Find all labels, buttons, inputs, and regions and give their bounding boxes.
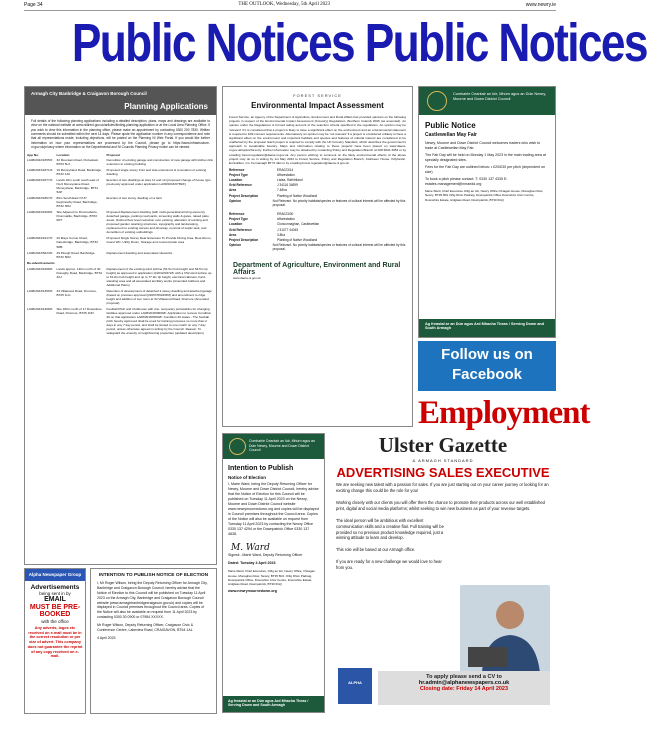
table-row <box>25 306 216 336</box>
eia-field-key: Opinion <box>229 198 242 203</box>
table-cell: 29 Plough Road, Banbridge, BT32 5RU <box>56 250 96 259</box>
abc-election-notice <box>90 568 217 714</box>
eia-field-value: Cloncunnaghan, Castlewellan <box>277 222 320 227</box>
eia-field-key: Area <box>229 232 237 237</box>
table-cell: LA08/2023/1356/F <box>27 288 53 293</box>
section-label: Re-advertisements <box>27 260 55 265</box>
signature: M. Ward <box>231 543 270 554</box>
may-fair-notice <box>418 86 556 338</box>
intention-date: 4 April 2023 <box>97 635 116 640</box>
notice-para: Newry, Mourne and Down District Council welcomes traders who wish to trade at Castlewellan May Fair. <box>425 141 541 151</box>
alpha-notice <box>24 568 86 714</box>
eia-field-value: Planting of Native Woodland <box>277 193 318 198</box>
eia-field-key: Grid Reference <box>229 183 252 188</box>
table-cell: Proposed Single Storey Rear Extension To Provide Dining Area, Boot Room, Guest WC, Utility Room, Storage and covered patio area <box>106 236 212 245</box>
table-row <box>25 209 216 235</box>
apply-text: To apply please send a CV to <box>426 674 502 680</box>
table-cell: Site 180m north of 17 Rowantree Road, Dromore, BT25 1NN <box>56 306 102 315</box>
eia-field-value: Afforestation <box>277 172 295 177</box>
table-cell: LA08/2023/1908/F <box>27 210 53 215</box>
council-logo: Armagh City Banbridge & Craigavon Borough Council <box>31 91 147 96</box>
council-url[interactable]: www.newrymournedown.org <box>228 589 277 594</box>
eia-field <box>223 198 412 207</box>
gazette-sub: & ARMAGH STANDARD <box>412 458 474 463</box>
notice-address: Marie Ward, Chief Executive Oifig an Iúir, Newry Office O'Hagan House, Monaghan Row, Newry, BT35 8DJ Oifig Dhún Pádraig, Downpatrick Office Downshire Civic Centre, Downshire Estate, Ardglass Road, Downpatrick, BT30 6GQ <box>425 189 544 202</box>
table-cell: Erection of two storey dwelling on a farm <box>106 196 163 201</box>
table-row <box>25 266 216 288</box>
employment-heading: Employment <box>418 395 590 431</box>
table-row <box>25 288 216 306</box>
nmd-header <box>223 434 324 459</box>
table-cell: LA08/2023/1871/F <box>27 168 53 173</box>
alpha-logo: ALPHA <box>338 668 372 704</box>
council-crest-icon <box>229 438 246 455</box>
table-row <box>25 250 216 260</box>
alpha-line: Advertisements <box>30 583 80 591</box>
eia-field-key: Project Type <box>229 172 248 177</box>
forest-service-logo: FOREST SERVICE <box>293 93 342 98</box>
eia-field-key: Location <box>229 178 243 183</box>
page-header <box>24 2 556 11</box>
table-cell: LA08/2023/1917/F <box>27 236 53 241</box>
table-cell: Lands 40m south south east of No.9 Moneyslane Road, Moneyslane, Banbridge, BT31 5AP <box>56 178 99 195</box>
notice-para: To book a pitch please contact: T: 0330 137 4335 E: estates.management@nmandd.org <box>425 177 508 187</box>
eia-field-key: Project Description <box>229 193 259 198</box>
eia-field-key: Area <box>229 188 237 193</box>
daera-logo: Department of Agriculture, Environment and Rural Affairs <box>233 261 401 277</box>
apply-email[interactable]: hr.admin@alphanewspapers.co.uk <box>418 680 510 686</box>
table-cell: Football Pitch and Clubhouse with 2no. temporary portacabins for changing facilities approved under LA08/2018/0690/F. Application to remove Condition 20 on that application LA08/2018/0690/F. Condition 20 states - The football pitch hereby approved shall be used for training purposes no more than 2 days in any 7 day period, and shall be limited to one match on any 7 day period, unless otherwise agreed in writing by the Council. Reason: To safeguard the amenity of neighbouring properties (updated description) <box>106 306 212 335</box>
daera-url: www.daera-ni.gov.uk <box>233 276 261 281</box>
eia-field-key: Project Description <box>229 237 259 242</box>
table-cell: Retention of development of detached 2 storey dwelling and attached garage (based on previous approval Q/2007/0622/RM) and amendment to ridge height and addition of sun room at 34 Villawood Road, Dromore (Amended proposal) <box>106 288 212 305</box>
alpha-note: Any adverts, logos etc received on e-mail must be in the correct resolution or per size of advert. This company does not guarantee the reprint of any copy received on e-mail. <box>27 625 83 659</box>
notice-footer: Ag freastal ar an Dún agus Ard Mhacha Theas / Serving Down and South Armagh <box>223 696 324 712</box>
gazette-job-ad <box>330 433 556 713</box>
spacer <box>223 252 412 256</box>
notice-subtitle: Castlewellan May Fair <box>425 132 477 138</box>
alpha-line: being sent in by <box>39 590 71 596</box>
alpha-group: Alpha Newspaper Group <box>25 569 85 581</box>
table-cell: 34 Villawood Road, Dromore, BT25 1LG <box>56 288 97 297</box>
dated: Dated: Tuesday 4 April 2023 <box>228 561 276 566</box>
intention-title: Intention to Publish <box>228 465 294 472</box>
table-cell: 29 Mays Corner Road, Katesbridge, Banbridge, BT32 5RB <box>56 236 98 249</box>
table-cell: 19 Moneyhand Road, Banbridge, BT32 4JU <box>56 168 102 177</box>
alpha-line: MUST BE PRE-BOOKED <box>29 603 81 619</box>
table-cell: Proposed single storey front and side extensions & renovation of existing dwelling <box>106 168 207 177</box>
table-cell: LA08/2023/1867/F <box>27 196 53 201</box>
notice-footer: Ag freastal ar an Dún agus Ard Mhacha Theas / Serving Down and South Armagh <box>419 319 555 337</box>
table-cell: 80m South East Of 37 Keghnowby Road, Banbridge, BT32 3RU <box>56 196 98 209</box>
table-row <box>25 167 216 177</box>
eia-field-value: Afforestation <box>277 217 295 222</box>
job-para: Working closely with our clients you will offer them the chance to promote their products across our well established print, digital and social media platforms; whilst seeking to win new business as part of your revenue targets. <box>336 499 545 511</box>
eia-field <box>223 243 412 252</box>
eia-field-key: Opinion <box>229 243 242 248</box>
table-row <box>25 157 216 167</box>
table-cell: Demolition of existing garage and construction of new garage with kitchen link extension to existing building <box>106 158 213 167</box>
table-cell: Site Adjacent to Drumnaferrie, Drumnaillie, Banbridge, BT63 6RT <box>56 210 98 223</box>
col-app-no: App No. <box>27 153 39 158</box>
alpha-line: with the office <box>41 618 69 624</box>
job-title: ADVERTISING SALES EXECUTIVE <box>336 465 550 480</box>
planning-header <box>25 87 216 115</box>
intention-title: INTENTION TO PUBLISH NOTICE OF ELECTION <box>98 573 209 578</box>
intention-body: I, Marie Ward, being the Deputy Returning Officer for Newry, Mourne and Down District Council, hereby advise that the Notice of Election for this Council will be published on Tuesday 11 April 2023 on the Newry, Mourne and Down District Council website www.newrymournedown.org and copies will be displayed in Council premises throughout the Council area. Copies of the Notice will also be available on request from Tuesday 11 April 2023 by contacting the Newry Office 0330 137 4294 or the Downpatrick Office 0330 137 4838. <box>228 482 319 537</box>
table-cell: LA08/2022/1655/F <box>27 158 53 163</box>
table-cell: Replacement dwelling and associated siteworks <box>106 250 173 255</box>
address: Marie Ward, Chief Executive, Oifig an Iúir, Newry Office, O'Hagan House, Monaghan Row, Newry, BT35 8DJ. Oifig Dhún Pádraig, Downpatrick Office, Downshire Civic Centre, Downshire Estate, Ardglass Road, Downpatrick, BT30 6GQ <box>228 569 315 586</box>
nmd-header <box>419 87 555 115</box>
eia-projects <box>223 167 412 256</box>
site-url: www.newry.ie <box>525 2 556 8</box>
council-name: Comhairle Ceantair an Iúir, Mhúrn agus an Dúin Newry, Mourne and Down District Council <box>453 92 546 101</box>
col-proposal: Proposal <box>106 153 120 158</box>
eia-field-value: Planting of Native Woodland <box>277 237 318 242</box>
eia-notice <box>222 86 413 427</box>
intention-sign: Mr Roger Wilson, Deputy Returning Officer, Craigavon Civic & Conference Centre, Lakeview Road, CRAIGAVON, BT64 1AL <box>97 623 194 633</box>
planning-applications-notice <box>24 86 217 565</box>
page-number: Page 34 <box>24 2 43 8</box>
eia-field-key: Grid Reference <box>229 227 252 232</box>
table-cell: Erection of two dwellings at sites 11 and 12 (proposed change of house type previously approved under application LA08/2016/0769/F) <box>106 178 211 187</box>
eia-field-key: Location <box>229 222 243 227</box>
table-cell: LA08/2023/1368/F <box>27 306 53 311</box>
table-cell: Replacement of the existing wind turbine (51.5m hub height and 66.5m tip height) as approved in application Q/2012/0372/F with a V52 wind turbine up to 51.8m hub height and up to 77.9m tip height, electrical cabinets, hard-standing area and all associated ancillary works (Amended Address and Additional Plans) <box>106 266 212 287</box>
eia-field-value: J 34116 34899 <box>277 183 298 188</box>
paper-dateline: THE OUTLOOK, Wednesday, 5th April 2023 <box>238 2 331 7</box>
eia-field-value: ERA023/30 <box>277 211 294 216</box>
signed-by: Signed:- Marie Ward, Deputy Returning Officer <box>228 553 303 558</box>
eia-field-key: Reference <box>229 211 245 216</box>
job-para: The ideal person will be ambitious with excellent communication skills and a creative flair. Full training will be provided so no previous product knowledge required, just a winning attitude to learn and develop. <box>336 517 444 541</box>
table-row <box>25 195 216 209</box>
table-cell: Proposed Replacement dwelling (with multi-generational living element), detached garage, parking courtyards, screening walls & gates, raised patio areas, finished floor level reduction over existing, alteration of existing and proposed garden retaining structures, topography and landscaping, replacement to existing access and driveway, removal of septic tank, and demolition of existing outbuildings <box>106 210 209 235</box>
gazette-masthead: Ulster Gazette <box>378 433 508 457</box>
eia-field-value: 3.8ha <box>277 232 285 237</box>
eia-body: Forest Service, an Agency of the Department of Agriculture, Environment and Rural Affairs has provided opinions on the following projects in respect of the Environmental Impact Assessment (Forestry) Regulations (Northern Ireland) 2006 (as amended). An opinion under the Regulations is formed taking account of the selection criteria specified in the regulations. An opinion may be 'relevant' if it is considered that a project is likely to have a significant effect on the environment and an environmental statement is required to fulfil consent requirements. Alternatively an opinion may be 'not relevant' if a project is considered unlikely to have a significant effect on the environment and important habitats and species and features of cultural interest are considered to be unaffected by the proposal. Each project is required to comply with the UK Forestry Standard, which describes the government's approach to sustainable forestry. Maps and information relating to these projects have been placed on www.daera-ni.gov.uk/topics/forestry. Further information may be obtained by contacting Policy and Regulation Branch at 028 6634 3054 or by emailing forest.regulation@daera-ni.gov.uk. Any person wishing to comment on the likely environmental effects of the above project may do so in writing by 1st May 2023 to Forest Service, Policy and Regulation Branch, Inishkeen House, Killyhevlin, Enniskillen, Co. Fermanagh BT74 4EJ or by emailing forest.regulation@daera-ni.gov.uk. <box>229 115 406 165</box>
col-location: Location <box>56 153 70 158</box>
eia-field-value: Lislea, Rathfriland <box>277 178 303 183</box>
advisor-photo <box>460 585 550 673</box>
eia-field-key: Project Type <box>229 217 248 222</box>
intention-body: I, Mr Roger Wilson, being the Deputy Returning Officer for Armagh City, Banbridge and Craigavon Borough Council, hereby advise that the Notice of Election to this Council will be published on Tuesday 11 April 2023 on the Armagh City, Banbridge and Craigavon Borough Council website (www.armaghbanbridgecraigavon.gov.uk) and copies will be displayed in Council premises throughout the Council area. Copies of the Notice will also be available on request from 11 April 2023 by contacting 0300 30 0900 or 07984 XXXXX. <box>97 581 208 620</box>
table-cell: LA08/2023/1668/F <box>27 266 53 271</box>
council-crest-icon <box>427 91 447 111</box>
facebook-banner[interactable]: Follow us on Facebook <box>418 341 556 391</box>
eia-field-value: Not Relevant. No priority habitats/species or features of cultural interest will be affected by this proposal. <box>272 243 406 252</box>
intention-subtitle: Notice of Election <box>228 475 267 480</box>
planning-intro: Full details of the following planning applications including a detailed description, plans, maps and drawings are available to view on the national website at www.nidirect.gov.uk/articles/finding-planning-application or at the Local Area Planning Office. If you wish to view this information in the planning office, please make an appointment by contacting 0300 200 7830. Written comments should be submitted within the next 14 days. Please quote the application number in any correspondence and note that all representations made, including objections, will be posted on the Planning NI Web Portal. If you would like further information on how your representations are processed by the Council, please go to https://www.infrastructure-ni.gov.uk/privacy where information on the Departmental and NI Councils Planning Privacy notice can be viewed. <box>31 119 210 149</box>
job-para: This role will be based at our Armagh office. <box>336 547 416 553</box>
council-name: Comhairle Ceantair an Iúir, Mhúrn agus an Dúin Newry, Mourne and Down District Council <box>249 439 315 453</box>
eia-field-value: 7.48ha <box>277 188 287 193</box>
table-row <box>25 177 216 195</box>
table-row <box>25 235 216 249</box>
page-banner: Public Notices Public Notices <box>71 13 647 73</box>
closing-date: Closing date: Friday 14 April 2023 <box>419 686 509 692</box>
job-para: If you are ready for a new challenge we would love to hear from you. <box>336 559 442 571</box>
planning-table <box>25 153 216 336</box>
eia-field-key: Reference <box>229 167 245 172</box>
table-cell: Lands approx. 140m north of 30 Donaghy Road, Banbridge, BT32 3AJ <box>56 266 103 279</box>
notice-para: Fees for the Fair Day are outlined below: • £20/£30 per pitch (dependent on size) <box>425 165 546 175</box>
eia-field-value: ERA023/14 <box>277 167 294 172</box>
notice-para: The Fair Day will be held on Monday 1 May 2023 in the main trading area at specially designated sites. <box>425 153 546 163</box>
table-cell: LA08/2023/1877/F <box>27 178 53 183</box>
notice-title: Public Notice <box>425 121 476 130</box>
nmd-election-notice <box>222 433 325 713</box>
table-cell: 32 Mountain Road, Portadown, BT63 5LX <box>56 158 100 167</box>
alpha-line: EMAIL <box>44 595 66 603</box>
eia-title: Environmental Impact Assessment <box>251 101 384 110</box>
table-cell: LA08/2023/5223/F <box>27 250 53 255</box>
eia-field-value: J 31077 44045 <box>277 227 299 232</box>
planning-title: Planning Applications <box>124 102 208 111</box>
person-illustration-icon <box>460 585 550 673</box>
job-para: We are seeking new talent with a passion for sales. If you are just starting out on your career journey or looking for an exciting change this could be the role for you! <box>336 482 549 493</box>
eia-field-value: Not Relevant. No priority habitats/species or features of cultural interest will be affected by this proposal. <box>272 198 406 207</box>
apply-box <box>378 671 550 705</box>
